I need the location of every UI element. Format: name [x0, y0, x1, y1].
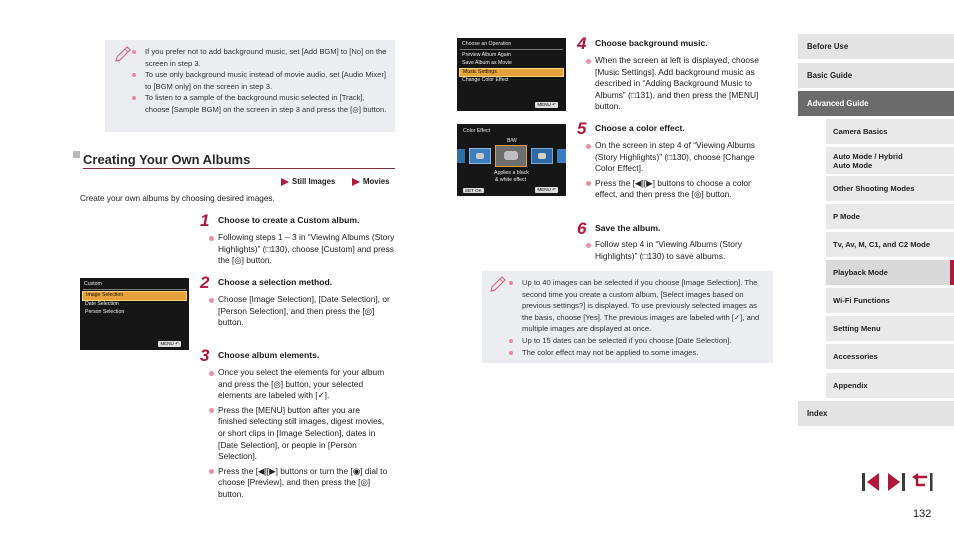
step-bullet: When the screen at left is displayed, choose [Music Settings]. Add background music as described in “Adding Background Music to Albums” (□131), and then press the [MENU] button.: [585, 55, 775, 113]
sidebar-item-before-use[interactable]: Before Use: [798, 34, 954, 59]
effect-caption: Applies a black: [494, 170, 529, 176]
step-number: 5: [577, 119, 587, 138]
triangle-icon: [281, 178, 289, 186]
thumbnail-color: [469, 148, 491, 164]
note-item: If you prefer not to add background music, set [Add BGM] to [No] on the screen in step 3.: [129, 46, 389, 69]
step-bullet: Once you select the elements for your album and press the [◎] button, your selected elements are labeled with [✓].: [208, 367, 390, 402]
screen-title: Custom: [84, 281, 102, 287]
step-bullet: Following steps 1 – 3 in “Viewing Albums (Story Highlights)” (□130), choose [Custom] and press the [◎] button.: [208, 232, 398, 267]
sidebar-item-tv-av-m-mode[interactable]: Tv, Av, M, C1, and C2 Mode: [826, 232, 954, 257]
sidebar-item-camera-basics[interactable]: Camera Basics: [826, 119, 954, 144]
still-images-label: Still Images: [292, 177, 336, 186]
return-icon[interactable]: [911, 472, 933, 492]
movies-label: Movies: [363, 177, 390, 186]
sidebar-item-index[interactable]: Index: [798, 401, 954, 426]
screen-item: Save Album as Movie: [462, 59, 512, 66]
step-body: [208, 367, 390, 501]
still-images-tag: [281, 177, 335, 186]
note-item: Up to 40 images can be selected if you choose [Image Selection]. The second time you create a custom album, [Select images based on previous settings?] is displayed. To use previously selected images as the basis, choose [Yes]. The previous images are labeled with [✓], and multiple images are displayed at once.: [506, 277, 768, 335]
note-item: Up to 15 dates can be selected if you choose [Date Selection].: [506, 335, 768, 347]
screen-item-selected: Music Settings: [459, 68, 564, 78]
step-number: 2: [200, 273, 210, 292]
thumbnail-selected: [495, 145, 527, 167]
step-title: Choose a selection method.: [218, 277, 333, 287]
step-number: 3: [200, 346, 210, 365]
step-number: 6: [577, 219, 587, 238]
step-body: [585, 239, 775, 262]
previous-page-icon[interactable]: [861, 472, 881, 492]
step-number: 1: [200, 211, 210, 230]
step-number: 4: [577, 34, 587, 53]
section-intro: Create your own albums by choosing desired images.: [80, 194, 275, 203]
page-number: 132: [913, 508, 932, 520]
menu-return-chip: MENU ↶: [537, 187, 556, 192]
screen-title: Color Effect: [463, 128, 491, 134]
effect-caption: & white effect: [495, 177, 527, 183]
effect-name: B/W: [507, 138, 517, 144]
menu-return-chip: MENU ↶: [160, 341, 179, 346]
note-item: The color effect may not be applied to some images.: [506, 347, 768, 359]
sidebar-item-appendix[interactable]: Appendix: [826, 373, 954, 398]
step-bullet: Choose [Image Selection], [Date Selection], or [Person Selection], and then press the [◎] button.: [208, 294, 398, 329]
step-title: Save the album.: [595, 223, 661, 233]
screen-title: Choose an Operation: [462, 41, 512, 47]
heading-marker: [73, 151, 80, 158]
step-body: [208, 294, 398, 329]
sidebar-item-accessories[interactable]: Accessories: [826, 344, 954, 369]
thumbnail-color: [531, 148, 553, 164]
next-page-icon[interactable]: [886, 472, 906, 492]
menu-return-chip: MENU ↶: [537, 102, 556, 107]
screen-item: Preview Album Again: [462, 52, 511, 58]
step-body: [585, 140, 763, 201]
step-title: Choose background music.: [595, 38, 708, 48]
sidebar-item-p-mode[interactable]: P Mode: [826, 204, 954, 229]
screen-item-selected: Image Selection: [82, 291, 187, 301]
pencil-icon: [488, 276, 508, 294]
screen-item: Date Selection: [85, 300, 119, 307]
thumbnail-color: [557, 149, 566, 163]
step-bullet: Follow step 4 in “Viewing Albums (Story Highlights)” (□130) to save albums.: [585, 239, 775, 262]
sidebar-item-setting-menu[interactable]: Setting Menu: [826, 316, 954, 341]
sidebar-item-auto-mode[interactable]: [826, 147, 954, 174]
camera-screen-color-effect: [457, 124, 566, 196]
camera-screen-custom: [80, 278, 189, 350]
step-title: Choose album elements.: [218, 350, 320, 360]
movies-tag: [352, 177, 389, 186]
step-body: [585, 55, 775, 113]
sidebar-item-wifi-functions[interactable]: Wi-Fi Functions: [826, 288, 954, 313]
sidebar-item-other-shooting-modes[interactable]: Other Shooting Modes: [826, 176, 954, 201]
section-title: Creating Your Own Albums: [83, 152, 251, 167]
step-bullet: On the screen in step 4 of “Viewing Albums (Story Highlights)” (□130), choose [Change Color Effect].: [585, 140, 763, 175]
sidebar-item-advanced-guide[interactable]: Advanced Guide: [798, 91, 954, 116]
step-bullet: Press the [MENU] button after you are finished selecting still images, digest movies, or short clips in [Image Selection], dates in [Date Selection], or people in [Person Selection].: [208, 405, 390, 463]
triangle-icon: [352, 178, 360, 186]
set-ok-chip: SET OK: [465, 188, 482, 193]
screen-item: Change Color Effect: [462, 77, 509, 84]
note-box-bottom: [482, 271, 773, 363]
note-item: To use only background music instead of movie audio, set [Audio Mixer] to [BGM only] on the screen in step 3.: [129, 69, 389, 92]
sidebar-item-playback-mode[interactable]: Playback Mode: [826, 260, 954, 285]
step-title: Choose to create a Custom album.: [218, 215, 360, 225]
sidebar-item-basic-guide[interactable]: Basic Guide: [798, 63, 954, 88]
step-bullet: Press the [◀][▶] buttons or turn the [◉] dial to choose [Preview], and then press the [◎] button.: [208, 466, 390, 501]
step-title: Choose a color effect.: [595, 123, 685, 133]
thumbnail-color: [457, 149, 465, 163]
camera-screen-operation: [457, 38, 566, 111]
sidebar-item-label: Auto Mode / Hybrid Auto Mode: [833, 151, 903, 170]
note-item: To listen to a sample of the background music selected in [Track], choose [Sample BGM] on the screen in step 3 and press the [◎] button.: [129, 92, 389, 115]
step-body: [208, 232, 398, 267]
heading-rule: [83, 168, 395, 169]
screen-item: Person Selection: [85, 308, 125, 315]
step-bullet: Press the [◀][▶] buttons to choose a color effect, and then press the [◎] button.: [585, 178, 763, 201]
note-box-top: [105, 40, 395, 132]
